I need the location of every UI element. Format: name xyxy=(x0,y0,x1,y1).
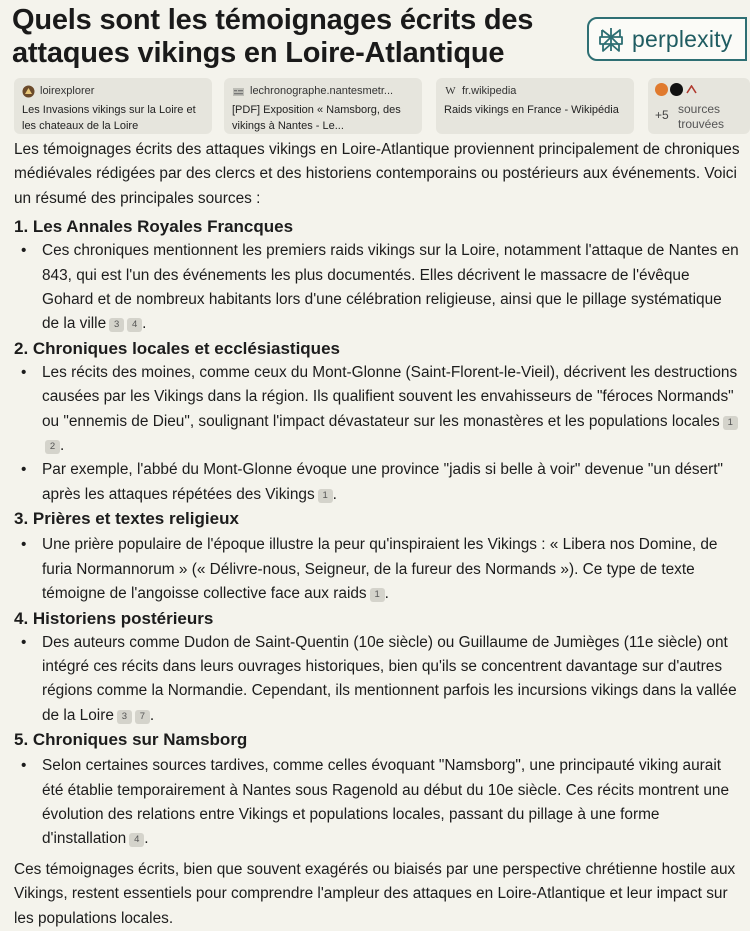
section-heading: 1. Les Annales Royales Francques xyxy=(14,217,294,237)
source-title: Raids vikings en France - Wikipédia xyxy=(444,104,619,116)
source-title: Les Invasions vikings sur la Loire et les chateaux de la Loire xyxy=(22,104,196,132)
page-title: Quels sont les témoignages écrits des attaques vikings en Loire-Atlantique xyxy=(12,4,534,69)
source-card-1[interactable] xyxy=(14,78,212,134)
citation-badge[interactable]: 1 xyxy=(370,588,385,602)
section-heading: 2. Chroniques locales et ecclésiastiques xyxy=(14,338,340,358)
source-favicon-small xyxy=(685,83,698,96)
citation-badge[interactable]: 4 xyxy=(127,318,142,332)
source-card-3[interactable] xyxy=(436,78,634,134)
bullet-text: Une prière populaire de l'époque illustre la peur qu'inspiraient les Vikings : « Libera nos Domine, de furia Normannorum » (« Délivre-nous, Seigneur, de la fureur des Normands »). Ce type de texte témoigne de l'angoisse collective face aux raids xyxy=(42,536,718,603)
bullet-list xyxy=(14,533,742,606)
source-card-2[interactable] xyxy=(224,78,422,134)
list-item: • Selon certaines sources tardives, comme celles évoquant "Namsborg", une principauté viking aurait été établie temporairement à Nantes sous Ragenold au début du 10e siècle. Ces récits montrent une évolution des relations entre Vikings et populations locales, passant du pillage à une forme d'installation 4 . xyxy=(14,754,742,852)
bullet-list xyxy=(14,361,742,507)
citation-badge[interactable]: 1 xyxy=(318,489,333,503)
bullet-list xyxy=(14,631,742,729)
more-sources-label: sources trouvées xyxy=(678,102,725,131)
section-heading: 5. Chroniques sur Namsborg xyxy=(14,730,248,750)
answer-outro: Ces témoignages écrits, bien que souvent exagérés ou biaisés par une perspective chrétienne hostile aux Vikings, restent essentiels pour comprendre l'ampleur des attaques en Loire-Atlantique et leur impact sur les populations locales. xyxy=(14,860,736,927)
source-domain: lechronographe.nantesmetr... xyxy=(250,85,394,97)
citation-badge[interactable]: 1 xyxy=(723,416,738,430)
bullet-list xyxy=(14,239,742,337)
citation-badge[interactable]: 7 xyxy=(135,710,150,724)
brand-name: perplexity xyxy=(632,25,733,52)
sources-row xyxy=(14,78,750,136)
source-favicon-small xyxy=(670,83,683,96)
section-heading: 4. Historiens postérieurs xyxy=(14,608,214,628)
source-favicon-small xyxy=(655,83,668,96)
bullet-text: Par exemple, l'abbé du Mont-Glonne évoque une province "jadis si belle à voir" devenue "un désert" après les attaques répétées des Vikings xyxy=(42,461,724,503)
list-item: • Ces chroniques mentionnent les premiers raids vikings sur la Loire, notamment l'attaque de Nantes en 843, qui est l'un des événements les plus documentés. Elles décrivent le massacre de l'évêque Gohard et de nombreux habitants lors d'une célébration religieuse, ainsi que le pillage systématique de la ville 3 4 . xyxy=(14,239,742,337)
citation-badge[interactable]: 2 xyxy=(45,440,60,454)
site-favicon xyxy=(22,85,35,98)
wikipedia-favicon: W xyxy=(445,85,456,97)
answer-body xyxy=(14,138,742,931)
answer-intro: Les témoignages écrits des attaques vikings en Loire-Atlantique proviennent principalement de chroniques médiévales rédigées par des clercs et des historiens contemporains ou postérieurs aux événements. Voici un résumé des principales sources : xyxy=(14,141,740,207)
list-item: • Les récits des moines, comme ceux du Mont-Glonne (Saint-Florent-le-Vieil), décrivent les destructions causées par les Vikings dans la région. Ils qualifient souvent les envahisseurs de "féroces Normands" ou "ennemis de Dieu", soulignant l'impact dévastateur sur les monastères et les populations locales 12 . xyxy=(14,361,742,459)
more-sources-button[interactable] xyxy=(648,78,750,134)
pdf-favicon xyxy=(232,85,245,98)
citation-badge[interactable]: 3 xyxy=(109,318,124,332)
bullet-list xyxy=(14,754,742,852)
more-sources-count: +5 xyxy=(655,108,669,122)
bullet-text: Les récits des moines, comme ceux du Mont-Glonne (Saint-Florent-le-Vieil), décrivent les destructions causées par les Vikings dans la région. Ils qualifient souvent les envahisseurs de "féroces Normands" ou "ennemis de Dieu", soulignant l'impact dévastateur sur les monastères et les populations locales xyxy=(42,363,738,430)
list-item: • Par exemple, l'abbé du Mont-Glonne évoque une province "jadis si belle à voir" devenue "un désert" après les attaques répétées des Vikings 1 . xyxy=(14,458,742,507)
citation-badge[interactable]: 4 xyxy=(129,833,144,847)
source-domain: loirexplorer xyxy=(40,85,95,97)
citation-badge[interactable]: 3 xyxy=(117,710,132,724)
section-heading: 3. Prières et textes religieux xyxy=(14,509,239,529)
perplexity-brand[interactable] xyxy=(587,17,747,61)
bullet-text: Selon certaines sources tardives, comme celles évoquant "Namsborg", une principauté viking aurait été établie temporairement à Nantes sous Ragenold au début du 10e siècle. Ces récits montrent une évolution des relations entre Vikings et populations locales, passant du pillage à une forme d'installation xyxy=(42,757,730,848)
list-item: • Des auteurs comme Dudon de Saint-Quentin (10e siècle) ou Guillaume de Jumièges (11e siècle) ont intégré ces récits dans leurs ouvrages historiques, bien qu'ils se concentrent davantage sur d'autres régions comme la Normandie. Cependant, ils mentionnent parfois les incursions vikings dans la vallée de la Loire 3 7 . xyxy=(14,631,742,729)
source-title: [PDF] Exposition « Namsborg, des vikings à Nantes - Le... xyxy=(232,104,401,132)
list-item: • Une prière populaire de l'époque illustre la peur qu'inspiraient les Vikings : « Libera nos Domine, de furia Normannorum » (« Délivre-nous, Seigneur, de la fureur des Normands »). Ce type de texte témoigne de l'angoisse collective face aux raids 1 . xyxy=(14,533,742,606)
bullet-text: Ces chroniques mentionnent les premiers raids vikings sur la Loire, notamment l'attaque de Nantes en 843, qui est l'un des événements les plus documentés. Elles décrivent le massacre de l'évêque Gohard et de nombreux habitants lors d'une célébration religieuse, ainsi que le pillage systématique de la ville xyxy=(42,242,739,333)
source-domain: fr.wikipedia xyxy=(462,85,517,97)
perplexity-logo-icon xyxy=(597,25,625,53)
bullet-text: Des auteurs comme Dudon de Saint-Quentin (10e siècle) ou Guillaume de Jumièges (11e siècle) ont intégré ces récits dans leurs ouvrages historiques, bien qu'ils se concentrent davantage sur d'autres régions comme la Normandie. Cependant, ils mentionnent parfois les incursions vikings dans la vallée de la Loire xyxy=(42,633,737,724)
